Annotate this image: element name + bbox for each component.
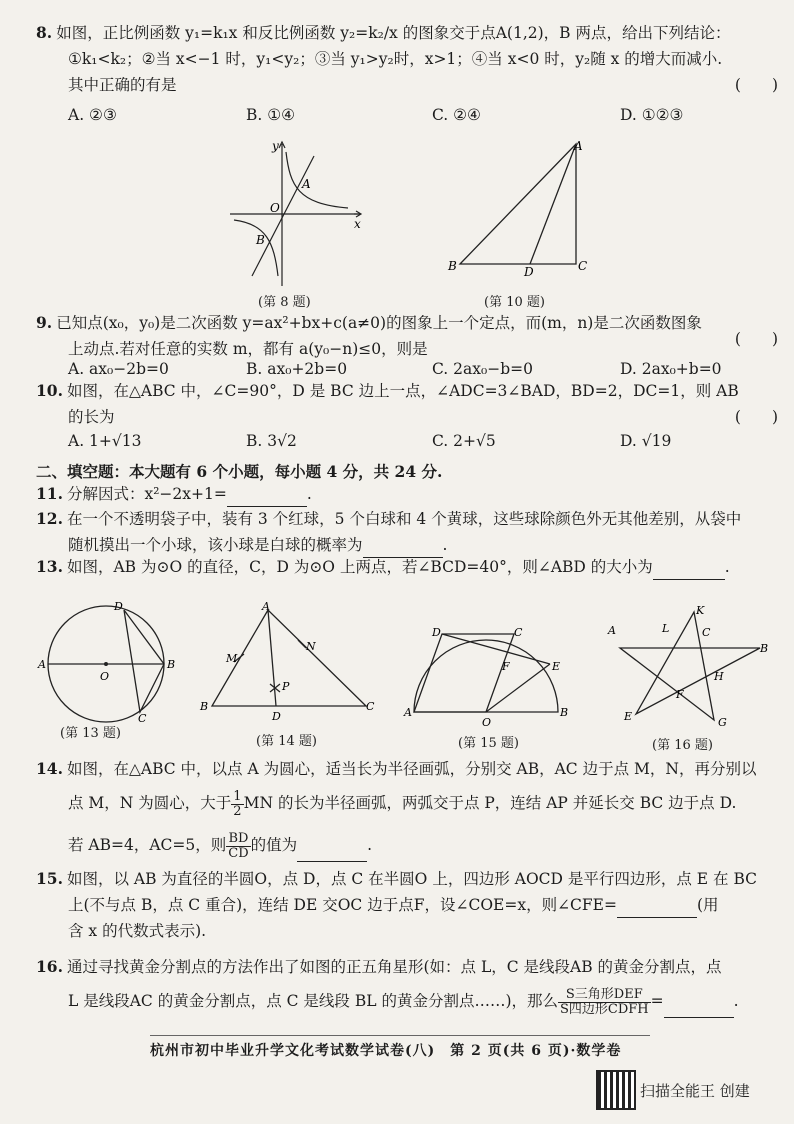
label-c: C <box>702 626 711 639</box>
answer-blank[interactable] <box>227 488 307 507</box>
caption-fig13: (第 13 题) <box>60 726 121 741</box>
punct: . <box>367 836 373 854</box>
arc-n <box>298 640 306 648</box>
answer-paren[interactable]: ( ) <box>734 76 778 94</box>
question-text: 如图，在△ABC 中，∠C=90°，D 是 BC 边上一点，∠ADC=3∠BAD，BD=2，DC=1，则 AB <box>66 382 739 400</box>
qr-code-icon <box>596 1070 636 1110</box>
denominator: 2 <box>233 803 242 819</box>
answer-paren[interactable]: ( ) <box>734 330 778 348</box>
question-text: 含 x 的代数式表示). <box>68 922 207 940</box>
question-text: 其中正确的有是 <box>68 76 177 94</box>
option-d[interactable]: D. √19 <box>620 432 672 450</box>
fraction-half <box>231 790 243 819</box>
pentagram <box>620 612 760 720</box>
option-a[interactable]: A. ax₀−2b=0 <box>68 360 169 378</box>
answer-blank[interactable] <box>617 899 697 918</box>
question-text: 的值为 <box>250 836 298 854</box>
denominator: CD <box>228 845 249 861</box>
fraction-bd-cd <box>226 832 250 861</box>
caption-fig8: (第 8 题) <box>258 295 311 310</box>
answer-blank[interactable] <box>664 999 734 1018</box>
punct: . <box>306 485 312 503</box>
option-b[interactable]: B. ax₀+2b=0 <box>246 360 348 378</box>
question-text: (用 <box>696 896 719 914</box>
caption-fig10: (第 10 题) <box>484 295 545 310</box>
figure-10 <box>446 136 596 276</box>
option-b[interactable]: B. 3√2 <box>246 432 297 450</box>
punct: . <box>733 992 739 1010</box>
figure-15 <box>402 624 572 728</box>
label-d: D <box>432 626 441 639</box>
label-e: E <box>624 710 633 723</box>
segment-ad <box>268 610 276 706</box>
label-g: G <box>718 716 727 728</box>
punct: . <box>724 558 730 576</box>
option-d[interactable]: D. 2ax₀+b=0 <box>620 360 722 378</box>
question-text: 上(不与点 B，点 C 重合)，连结 DE 交OC 边于点F，设∠COE=x，则∠CFE= <box>68 896 617 914</box>
label-p: P <box>282 680 290 693</box>
label-b: B <box>256 233 265 247</box>
option-a[interactable]: A. 1+√13 <box>68 432 142 450</box>
question-12 <box>36 506 778 558</box>
label-b: B <box>760 642 769 655</box>
label-l: L <box>662 622 670 635</box>
scanner-watermark: 扫描全能王 创建 <box>640 1082 750 1100</box>
question-text: 在一个不透明袋子中，装有 3 个红球，5 个白球和 4 个黄球，这些球除颜色外无其他差别，从袋中 <box>66 510 742 528</box>
question-8 <box>36 20 778 98</box>
label-a: A <box>608 624 616 637</box>
question-10 <box>36 378 778 430</box>
question-15 <box>36 866 778 944</box>
caption-fig16: (第 16 题) <box>652 738 713 753</box>
triangle-abc <box>460 144 576 264</box>
footer-rule <box>150 1035 650 1036</box>
label-c: C <box>578 259 588 273</box>
question-number: 9. <box>36 313 53 332</box>
numerator: 1 <box>233 788 242 804</box>
label-a: A <box>574 139 583 153</box>
figure-14 <box>198 600 378 724</box>
denominator: S四边形CDFH <box>560 1001 649 1017</box>
question-text: ①k₁<k₂；②当 x<−1 时，y₁<y₂；③当 y₁>y₂时，x>1；④当 x<0 时，y₂随 x 的增大而减小. <box>68 50 723 68</box>
label-a: A <box>404 706 412 719</box>
segment-ad <box>530 144 576 264</box>
question-text: L 是线段AC 的黄金分割点，点 C 是线段 BL 的黄金分割点……)，那么 <box>68 992 559 1010</box>
label-b: B <box>200 700 209 713</box>
fraction-areas <box>558 988 651 1017</box>
label-b: B <box>560 706 569 719</box>
question-text: 如图，在△ABC 中，以点 A 为圆心，适当长为半径画弧，分别交 AB，AC 边于点 M，N，再分别以 <box>66 760 757 778</box>
figure-8 <box>228 136 368 296</box>
question-text: 上动点.若对任意的实数 m，都有 a(y₀−n)≤0，则是 <box>68 340 428 358</box>
question-11 <box>36 481 778 507</box>
question-9 <box>36 310 778 362</box>
numerator: BD <box>226 832 250 847</box>
question-text: 分解因式：x²−2x+1= <box>66 485 227 503</box>
label-f: F <box>502 660 510 673</box>
question-number: 14. <box>36 759 63 778</box>
numerator: S三角形DEF <box>558 988 651 1003</box>
question-text: 通过寻找黄金分割点的方法作出了如图的正五角星形(如：点 L，C 是线段AB 的黄金分割点，点 <box>66 958 722 976</box>
label-o: O <box>270 201 280 215</box>
caption-fig15: (第 15 题) <box>458 736 519 751</box>
question-16 <box>36 950 778 1018</box>
question-text: MN 的长为半径画弧，两弧交于点 P，连结 AP 并延长交 BC 边于点 D. <box>243 794 737 812</box>
label-a: A <box>38 658 46 671</box>
option-d[interactable]: D. ①②③ <box>620 106 684 124</box>
figure-16 <box>600 604 776 728</box>
label-o: O <box>100 670 110 683</box>
options-q10 <box>68 432 778 456</box>
segment-de <box>442 634 550 664</box>
label-m: M <box>226 652 238 665</box>
option-a[interactable]: A. ②③ <box>68 106 117 124</box>
question-text: 已知点(x₀，y₀)是二次函数 y=ax²+bx+c(a≠0)的图象上一个定点，而(m，n)是二次函数图象 <box>56 314 702 332</box>
label-e: E <box>552 660 561 673</box>
option-c[interactable]: C. ②④ <box>432 106 481 124</box>
question-number: 8. <box>36 23 53 42</box>
label-h: H <box>714 670 724 683</box>
question-number: 15. <box>36 869 63 888</box>
label-d: D <box>114 600 123 613</box>
question-text: 若 AB=4，AC=5，则 <box>68 836 227 854</box>
question-text: 如图，正比例函数 y₁=k₁x 和反比例函数 y₂=k₂/x 的图象交于点A(1,2)，B 两点，给出下列结论： <box>56 24 731 42</box>
label-d: D <box>524 265 534 276</box>
question-13 <box>36 554 778 580</box>
option-c[interactable]: C. 2ax₀−b=0 <box>432 360 533 378</box>
label-c: C <box>138 712 147 724</box>
question-text: 随机摸出一个小球，该小球是白球的概率为 <box>68 536 363 554</box>
question-number: 16. <box>36 957 63 976</box>
label-x: x <box>354 217 361 231</box>
question-number: 11. <box>36 484 63 503</box>
question-text: 如图，AB 为⊙O 的直径，C，D 为⊙O 上两点，若∠BCD=40°，则∠ABD 的大小为 <box>66 558 653 576</box>
punct: . <box>442 536 448 554</box>
chords <box>124 610 164 712</box>
question-text: 点 M，N 为圆心，大于 <box>68 794 232 812</box>
segment-oe <box>486 664 550 712</box>
center-point <box>104 662 108 666</box>
figure-13 <box>36 600 186 724</box>
line-y1 <box>252 156 314 276</box>
options-q8 <box>68 106 778 130</box>
option-c[interactable]: C. 2+√5 <box>432 432 496 450</box>
label-d: D <box>272 710 281 723</box>
question-text: 的长为 <box>68 408 115 426</box>
question-text: 如图，以 AB 为直径的半圆O，点 D，点 C 在半圆O 上，四边形 AOCD 是平行四边形，点 E 在 BC <box>66 870 757 888</box>
page-footer: 杭州市初中毕业升学文化考试数学试卷(八) 第 2 页(共 6 页)·数学卷 <box>150 1043 622 1059</box>
caption-fig14: (第 14 题) <box>256 734 317 749</box>
section-heading: 二、填空题：本大题有 6 个小题，每小题 4 分，共 24 分. <box>36 462 443 481</box>
label-c: C <box>366 700 375 713</box>
label-o: O <box>482 716 492 728</box>
label-b: B <box>448 259 457 273</box>
answer-blank[interactable] <box>653 561 725 580</box>
label-b: B <box>167 658 176 671</box>
question-number: 13. <box>36 557 63 576</box>
label-c: C <box>514 626 523 639</box>
parallelogram-aocd <box>414 634 514 712</box>
question-number: 12. <box>36 509 63 528</box>
label-a: A <box>302 177 311 191</box>
hyperbola-branch-1 <box>286 152 348 208</box>
answer-blank[interactable] <box>297 843 367 862</box>
label-f: F <box>676 688 684 701</box>
option-b[interactable]: B. ①④ <box>246 106 296 124</box>
question-text: = <box>650 992 664 1010</box>
label-n: N <box>306 640 316 653</box>
question-number: 10. <box>36 381 63 400</box>
label-k: K <box>696 604 705 617</box>
answer-paren[interactable]: ( ) <box>734 408 778 426</box>
label-y: y <box>272 139 279 153</box>
label-a: A <box>262 600 270 613</box>
question-14 <box>36 752 778 862</box>
